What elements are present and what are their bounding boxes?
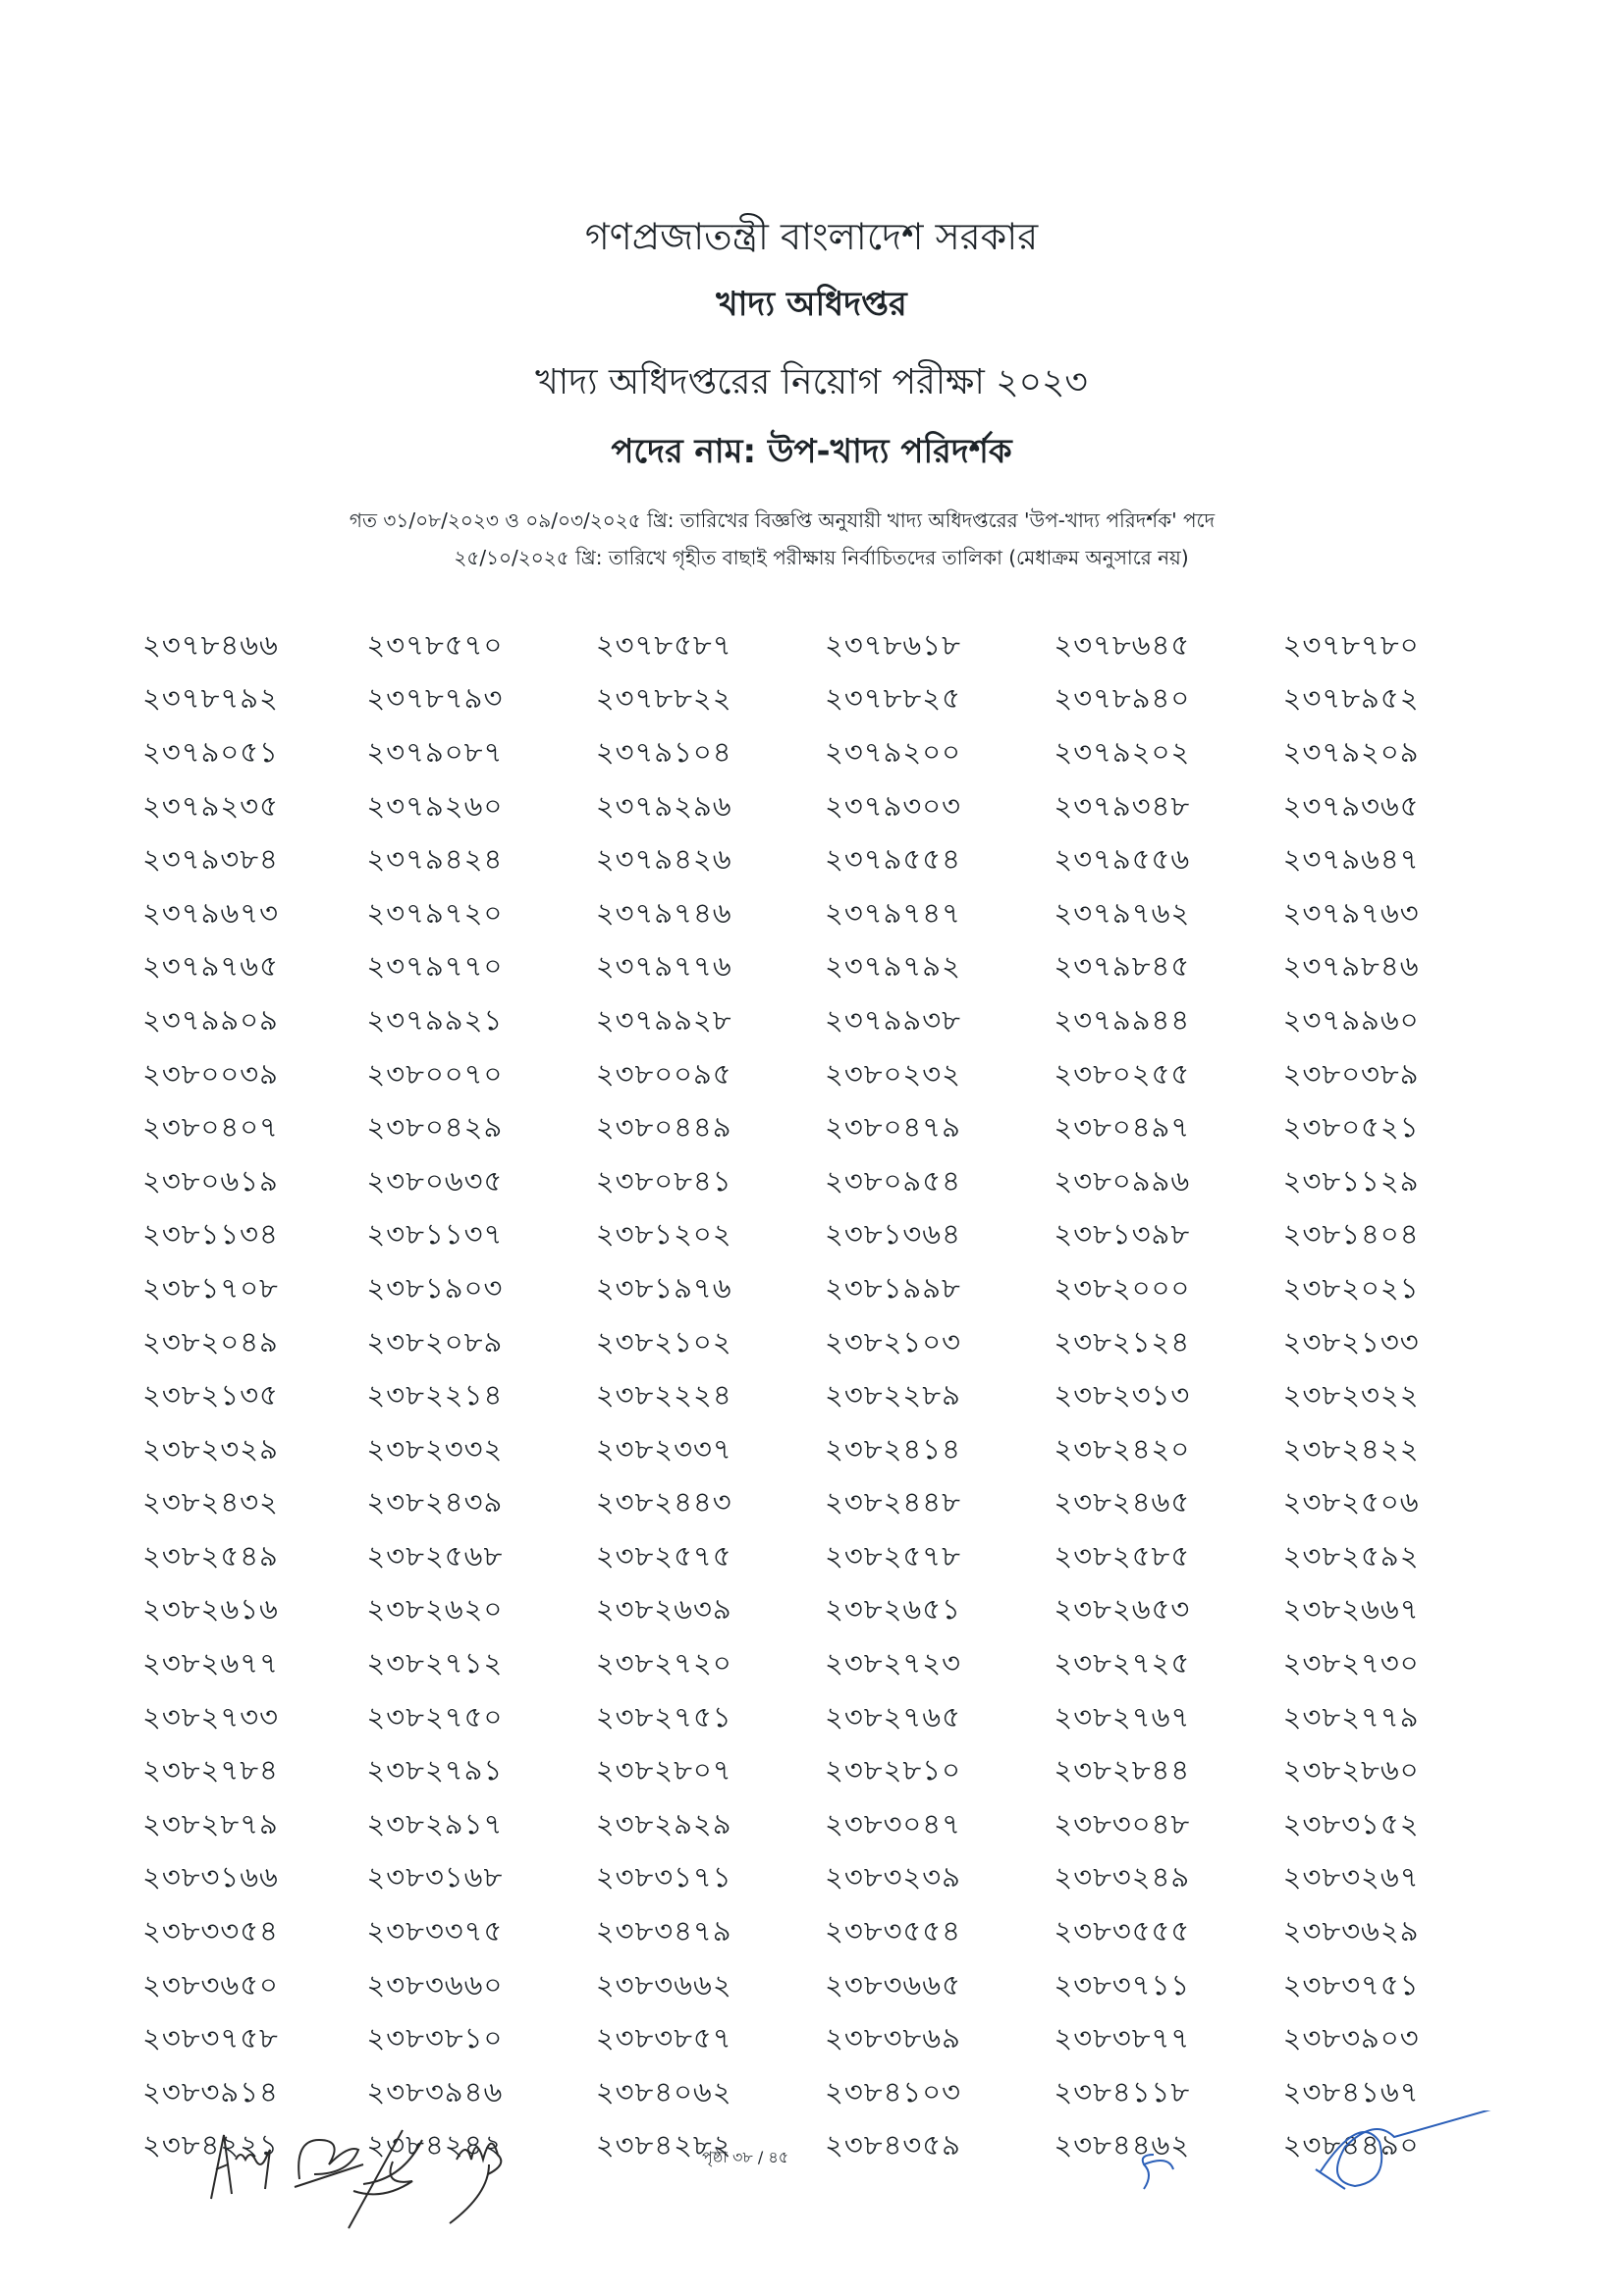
- roll-number: ২৩৮৩৭৫৮: [142, 2021, 279, 2056]
- table-row: [137, 1156, 1512, 1210]
- roll-number: ২৩৮২৫৪৯: [142, 1538, 279, 1573]
- roll-number: ২৩৮২৪৪৮: [825, 1485, 961, 1520]
- roll-number: ২৩৮২৩২২: [1282, 1378, 1420, 1413]
- roll-number: ২৩৭৯৯৬০: [1282, 1002, 1420, 1037]
- roll-number: ২৩৮৩২৬৭: [1282, 1860, 1420, 1895]
- roll-number: ২৩৮২৭৬৭: [1054, 1699, 1191, 1734]
- table-row: [137, 1424, 1512, 1478]
- roll-number: ২৩৮১৪০৪: [1282, 1217, 1420, 1252]
- roll-number: ২৩৮২২১৪: [366, 1378, 504, 1413]
- roll-number: ২৩৮৩১৫২: [1282, 1806, 1420, 1841]
- roll-number: ২৩৭৯১০৪: [595, 734, 732, 769]
- roll-number: ২৩৮১২০২: [595, 1217, 732, 1252]
- roll-number: ২৩৭৯৭৬৫: [142, 949, 279, 984]
- roll-number: ২৩৭৮৮২৫: [825, 681, 961, 716]
- roll-number: ২৩৭৯৩৪৮: [1054, 788, 1191, 823]
- roll-number: ২৩৮২৮৬০: [1282, 1753, 1420, 1788]
- roll-number: ২৩৮২৭৬৫: [825, 1699, 961, 1734]
- roll-number: ২৩৮৪১০৩: [825, 2074, 961, 2109]
- roll-number: ২৩৭৯২৩৫: [142, 788, 279, 823]
- roll-number: ২৩৭৯৭৪৬: [595, 895, 732, 930]
- roll-number: ২৩৮৩০৪৮: [1054, 1806, 1191, 1841]
- roll-number: ২৩৭৯২০২: [1054, 734, 1191, 769]
- roll-number: ২৩৮৪১১৮: [1054, 2074, 1191, 2109]
- roll-number: ২৩৮২৫৯২: [1282, 1538, 1420, 1573]
- roll-number: ২৩৭৯৭৯২: [825, 949, 961, 984]
- roll-number: ২৩৮২০৮৯: [366, 1324, 504, 1359]
- roll-number: ২৩৭৯২০০: [825, 734, 961, 769]
- roll-number: ২৩৭৮৬১৮: [825, 627, 961, 662]
- roll-number: ২৩৮২৩৩৭: [595, 1431, 732, 1466]
- roll-number: ২৩৭৯০৫১: [142, 734, 279, 769]
- roll-number: ২৩৮২১৩৫: [142, 1378, 279, 1413]
- roll-number: ২৩৭৯৯০৯: [142, 1002, 279, 1037]
- table-row: [137, 942, 1512, 996]
- roll-number: ২৩৮৪৪৬২: [1054, 2128, 1191, 2163]
- roll-number: ২৩৮৩৮১০: [366, 2021, 504, 2056]
- signatures: [0, 2110, 1623, 2287]
- table-row: [137, 1478, 1512, 1532]
- roll-number: ২৩৮৩৬৬৫: [825, 1967, 961, 2002]
- roll-number: ২৩৭৯৭৪৭: [825, 895, 961, 930]
- roll-number: ২৩৮৪৪৯০: [1282, 2128, 1420, 2163]
- roll-number: ২৩৮২১০৩: [825, 1324, 961, 1359]
- roll-number: ২৩৮৩৯৪৬: [366, 2074, 504, 2109]
- table-row: [137, 995, 1512, 1049]
- roll-number: ২৩৮০৫২১: [1282, 1110, 1420, 1145]
- roll-number: ২৩৮২৬৫১: [825, 1592, 961, 1627]
- table-row: [137, 1745, 1512, 1799]
- roll-number: ২৩৮২৮০৭: [595, 1753, 732, 1788]
- roll-number: ২৩৭৯৭৬২: [1054, 895, 1191, 930]
- roll-number: ২৩৮৪১৬৭: [1282, 2074, 1420, 2109]
- roll-number: ২৩৮২৭২০: [595, 1646, 732, 1681]
- roll-number: ২৩৮০৮৪১: [595, 1163, 732, 1198]
- table-row: [137, 888, 1512, 942]
- table-row: [137, 727, 1512, 781]
- roll-number: ২৩৮২৪৩২: [142, 1485, 279, 1520]
- roll-number: ২৩৮২৩১৩: [1054, 1378, 1191, 1413]
- roll-number: ২৩৮০৯৫৪: [825, 1163, 961, 1198]
- roll-number: ২৩৮৩৮৫৭: [595, 2021, 732, 2056]
- roll-number: ২৩৮০২৩২: [825, 1056, 961, 1091]
- roll-number: ২৩৭৯৭৬৩: [1282, 895, 1420, 930]
- roll-number: ২৩৭৮৭৯২: [142, 681, 279, 716]
- table-row: [137, 1638, 1512, 1692]
- roll-number: ২৩৮২৫০৬: [1282, 1485, 1420, 1520]
- roll-number: ২৩৮৩৯১৪: [142, 2074, 279, 2109]
- roll-number: ২৩৭৯৪২৪: [366, 842, 504, 877]
- roll-number: ২৩৮৩৬২৯: [1282, 1914, 1420, 1949]
- roll-number-list: [137, 620, 1512, 2174]
- signature-3: [349, 2130, 422, 2228]
- roll-number: ২৩৮২৭৯১: [366, 1753, 504, 1788]
- roll-number: ২৩৮২৬৫৩: [1054, 1592, 1191, 1627]
- roll-number: ২৩৭৮৮২২: [595, 681, 732, 716]
- signature-marks: [0, 2110, 1623, 2287]
- table-row: [137, 1585, 1512, 1639]
- roll-number: ২৩৮২৫৭৫: [595, 1538, 732, 1573]
- roll-number: ২৩৮০৬১৯: [142, 1163, 279, 1198]
- department-title: খাদ্য অধিদপ্তর: [716, 285, 907, 324]
- roll-number: ২৩৭৯৬৭৩: [142, 895, 279, 930]
- notice-subtitle-2: ২৫/১০/২০২৫ খ্রি: তারিখে গৃহীত বাছাই পরীক্ষায় নির্বাচিতদের তালিকা (মেধাক্রম অনুসারে নয়): [454, 546, 1189, 569]
- roll-number: ২৩৭৯৩৬৫: [1282, 788, 1420, 823]
- roll-number: ২৩৮২৬৬৭: [1282, 1592, 1420, 1627]
- roll-number: ২৩৭৮৯৪০: [1054, 681, 1191, 716]
- roll-number: ২৩৭৯৯৩৮: [825, 1002, 961, 1037]
- table-row: [137, 1317, 1512, 1371]
- roll-number: ২৩৮২৭৩৩: [142, 1699, 279, 1734]
- roll-number: ২৩৮০০৯৫: [595, 1056, 732, 1091]
- roll-number: ২৩৮৪২২১: [142, 2128, 279, 2163]
- roll-number: ২৩৮২৮৭৯: [142, 1806, 279, 1841]
- roll-number: ২৩৮২৫৭৮: [825, 1538, 961, 1573]
- roll-number: ২৩৮৩২৪৯: [1054, 1860, 1191, 1895]
- signature-2: [295, 2140, 363, 2187]
- table-row: [137, 1102, 1512, 1156]
- roll-number: ২৩৭৯৫৫৪: [825, 842, 961, 877]
- roll-number: ২৩৮৪০৬২: [595, 2074, 732, 2109]
- roll-number: ২৩৮৩৮৬৯: [825, 2021, 961, 2056]
- roll-number: ২৩৮৩৭১১: [1054, 1967, 1191, 2002]
- roll-number: ২৩৮৩১৬৮: [366, 1860, 504, 1895]
- roll-number: ২৩৭৮৯৫২: [1282, 681, 1420, 716]
- table-row: [137, 1370, 1512, 1424]
- roll-number: ২৩৮২৪১৪: [825, 1431, 961, 1466]
- roll-number: ২৩৮১৯০৩: [366, 1270, 504, 1305]
- roll-number: ২৩৭৯৭৭০: [366, 949, 504, 984]
- table-row: [137, 1906, 1512, 1960]
- table-row: [137, 834, 1512, 888]
- roll-number: ২৩৮২২৮৯: [825, 1378, 961, 1413]
- roll-number: ২৩৮০০৭০: [366, 1056, 504, 1091]
- page-number: পৃষ্ঠা ৩৮ / ৪৫: [702, 2148, 789, 2166]
- roll-number: ২৩৮২৭৮৪: [142, 1753, 279, 1788]
- roll-number: ২৩৮২৭৭৯: [1282, 1699, 1420, 1734]
- roll-number: ২৩৭৯৪২৬: [595, 842, 732, 877]
- roll-number: ২৩৭৯২৯৬: [595, 788, 732, 823]
- roll-number: ২৩৮২৭৫০: [366, 1699, 504, 1734]
- roll-number: ২৩৭৮৭৯৩: [366, 681, 504, 716]
- roll-number: ২৩৭৯৯২১: [366, 1002, 504, 1037]
- roll-number: ২৩৮০০৩৯: [142, 1056, 279, 1091]
- table-row: [137, 781, 1512, 835]
- roll-number: ২৩৮৩১৭১: [595, 1860, 732, 1895]
- signature-5: [1143, 2155, 1173, 2189]
- roll-number: ২৩৮২৪৬৫: [1054, 1485, 1191, 1520]
- roll-number: ২৩৮১৯৭৬: [595, 1270, 732, 1305]
- table-row: [137, 1263, 1512, 1317]
- roll-number: ২৩৮৩৪৭৯: [595, 1914, 732, 1949]
- notice-subtitle-1: গত ৩১/০৮/২০২৩ ও ০৯/০৩/২০২৫ খ্রি: তারিখের বিজ্ঞপ্তি অনুযায়ী খাদ্য অধিদপ্তরের 'উপ-খাদ্য পরিদর্শক' পদে: [349, 508, 1216, 532]
- roll-number: ২৩৮২৪৩৯: [366, 1485, 504, 1520]
- roll-number: ২৩৮০৬৩৫: [366, 1163, 504, 1198]
- roll-number: ২৩৭৯৮৪৬: [1282, 949, 1420, 984]
- roll-number: ২৩৭৯৯৪৪: [1054, 1002, 1191, 1037]
- roll-number: ২৩৮২৭২৩: [825, 1646, 961, 1681]
- roll-number: ২৩৮২৯২৯: [595, 1806, 732, 1841]
- roll-number: ২৩৭৯৬৪৭: [1282, 842, 1420, 877]
- roll-number: ২৩৭৮৪৬৬: [142, 627, 279, 662]
- roll-number: ২৩৮২৭১২: [366, 1646, 504, 1681]
- roll-number: ২৩৮০৪৯৭: [1054, 1110, 1191, 1145]
- roll-number: ২৩৮১৭০৮: [142, 1270, 279, 1305]
- roll-number: ২৩৮২৫৬৮: [366, 1538, 504, 1573]
- exam-title: খাদ্য অধিদপ্তরের নিয়োগ পরীক্ষা ২০২৩: [535, 362, 1088, 402]
- roll-number: ২৩৭৯৩০৩: [825, 788, 961, 823]
- roll-number: ২৩৮০৪৪৯: [595, 1110, 732, 1145]
- roll-number: ২৩৮৩৫৫৪: [825, 1914, 961, 1949]
- roll-number: ২৩৭৯২০৯: [1282, 734, 1420, 769]
- roll-number: ২৩৮০২৫৫: [1054, 1056, 1191, 1091]
- roll-number: ২৩৮৩৬৬০: [366, 1967, 504, 2002]
- table-row: [137, 1049, 1512, 1103]
- post-title: পদের নাম: উপ-খাদ্য পরিদর্শক: [611, 432, 1012, 471]
- roll-number: ২৩৮২১২৪: [1054, 1324, 1191, 1359]
- roll-number: ২৩৮২৬১৬: [142, 1592, 279, 1627]
- roll-number: ২৩৮৩৩৫৪: [142, 1914, 279, 1949]
- table-row: [137, 1853, 1512, 1907]
- roll-number: ২৩৮২৭৫১: [595, 1699, 732, 1734]
- roll-number: ২৩৮৪২৪২: [366, 2128, 504, 2163]
- roll-number: ২৩৮০৩৮৯: [1282, 1056, 1420, 1091]
- table-row: [137, 1531, 1512, 1585]
- roll-number: ২৩৮৪২৮২: [595, 2128, 732, 2163]
- roll-number: ২৩৮২০০০: [1054, 1270, 1191, 1305]
- roll-number: ২৩৮৩৯০৩: [1282, 2021, 1420, 2056]
- roll-number: ২৩৮৩৬৫০: [142, 1967, 279, 2002]
- roll-number: ২৩৮২২২৪: [595, 1378, 732, 1413]
- roll-number: ২৩৮৩৭৫১: [1282, 1967, 1420, 2002]
- roll-number: ২৩৮১১৩৪: [142, 1217, 279, 1252]
- signature-6: [1316, 2110, 1522, 2189]
- table-row: [137, 2013, 1512, 2067]
- government-title: গণপ্রজাতন্ত্রী বাংলাদেশ সরকার: [584, 215, 1039, 258]
- table-row: [137, 674, 1512, 728]
- roll-number: ২৩৭৯৭৭৬: [595, 949, 732, 984]
- roll-number: ২৩৭৮৫৭০: [366, 627, 504, 662]
- signature-4: [450, 2144, 501, 2223]
- roll-number: ২৩৮২৭২৫: [1054, 1646, 1191, 1681]
- roll-number: ২৩৮২৯১৭: [366, 1806, 504, 1841]
- roll-number: ২৩৮৩৫৫৫: [1054, 1914, 1191, 1949]
- roll-number: ২৩৮২০৪৯: [142, 1324, 279, 1359]
- table-row: [137, 620, 1512, 674]
- roll-number: ২৩৮২৪২০: [1054, 1431, 1191, 1466]
- roll-number: ২৩৮১১৩৭: [366, 1217, 504, 1252]
- roll-number: ২৩৭৮৭৮০: [1282, 627, 1420, 662]
- roll-number: ২৩৮২৪৪৩: [595, 1485, 732, 1520]
- roll-number: ২৩৮২৪২২: [1282, 1431, 1420, 1466]
- roll-number: ২৩৮৩২৩৯: [825, 1860, 961, 1895]
- roll-number: ২৩৭৯৩৮৪: [142, 842, 279, 877]
- roll-number: ২৩৮৩৬৬২: [595, 1967, 732, 2002]
- roll-number: ২৩৮২৬৭৭: [142, 1646, 279, 1681]
- roll-number: ২৩৮২৮৪৪: [1054, 1753, 1191, 1788]
- roll-number: ২৩৮১৩৬৪: [825, 1217, 961, 1252]
- roll-number: ২৩৮২৬৩৯: [595, 1592, 732, 1627]
- roll-number: ২৩৮৩৩৭৫: [366, 1914, 504, 1949]
- roll-number: ২৩৮৪৩৫৯: [825, 2128, 961, 2163]
- table-row: [137, 1692, 1512, 1746]
- table-row: [137, 1210, 1512, 1264]
- roll-number: ২৩৮১৩৯৮: [1054, 1217, 1191, 1252]
- roll-number: ২৩৮২৬২০: [366, 1592, 504, 1627]
- roll-number: ২৩৮০৯৯৬: [1054, 1163, 1191, 1198]
- roll-number: ২৩৮৩১৬৬: [142, 1860, 279, 1895]
- roll-number: ২৩৮৩৮৭৭: [1054, 2021, 1191, 2056]
- roll-number: ২৩৭৮৫৮৭: [595, 627, 732, 662]
- table-row: [137, 1960, 1512, 2014]
- roll-number: ২৩৮২৭৩০: [1282, 1646, 1420, 1681]
- roll-number: ২৩৮২০২১: [1282, 1270, 1420, 1305]
- roll-number: ২৩৮০৪০৭: [142, 1110, 279, 1145]
- roll-number: ২৩৮২১০২: [595, 1324, 732, 1359]
- roll-number: ২৩৮১৯৯৮: [825, 1270, 961, 1305]
- roll-number: ২৩৮৩০৪৭: [825, 1806, 961, 1841]
- roll-number: ২৩৭৯৯২৮: [595, 1002, 732, 1037]
- signature-1: [211, 2135, 270, 2199]
- roll-number: ২৩৭৯৫৫৬: [1054, 842, 1191, 877]
- roll-number: ২৩৭৯০৮৭: [366, 734, 504, 769]
- roll-number: ২৩৮০৪৭৯: [825, 1110, 961, 1145]
- roll-number: ২৩৭৯৮৪৫: [1054, 949, 1191, 984]
- roll-number: ২৩৮২৫৮৫: [1054, 1538, 1191, 1573]
- roll-number: ২৩৮২৩৩২: [366, 1431, 504, 1466]
- roll-number: ২৩৭৯৭২০: [366, 895, 504, 930]
- roll-number: ২৩৮২৮১০: [825, 1753, 961, 1788]
- roll-number: ২৩৮১১২৯: [1282, 1163, 1420, 1198]
- roll-number: ২৩৮০৪২৯: [366, 1110, 504, 1145]
- roll-number: ২৩৮২৩২৯: [142, 1431, 279, 1466]
- roll-number: ২৩৭৮৬৪৫: [1054, 627, 1191, 662]
- table-row: [137, 1799, 1512, 1853]
- roll-number: ২৩৭৯২৬০: [366, 788, 504, 823]
- roll-number: ২৩৮২১৩৩: [1282, 1324, 1420, 1359]
